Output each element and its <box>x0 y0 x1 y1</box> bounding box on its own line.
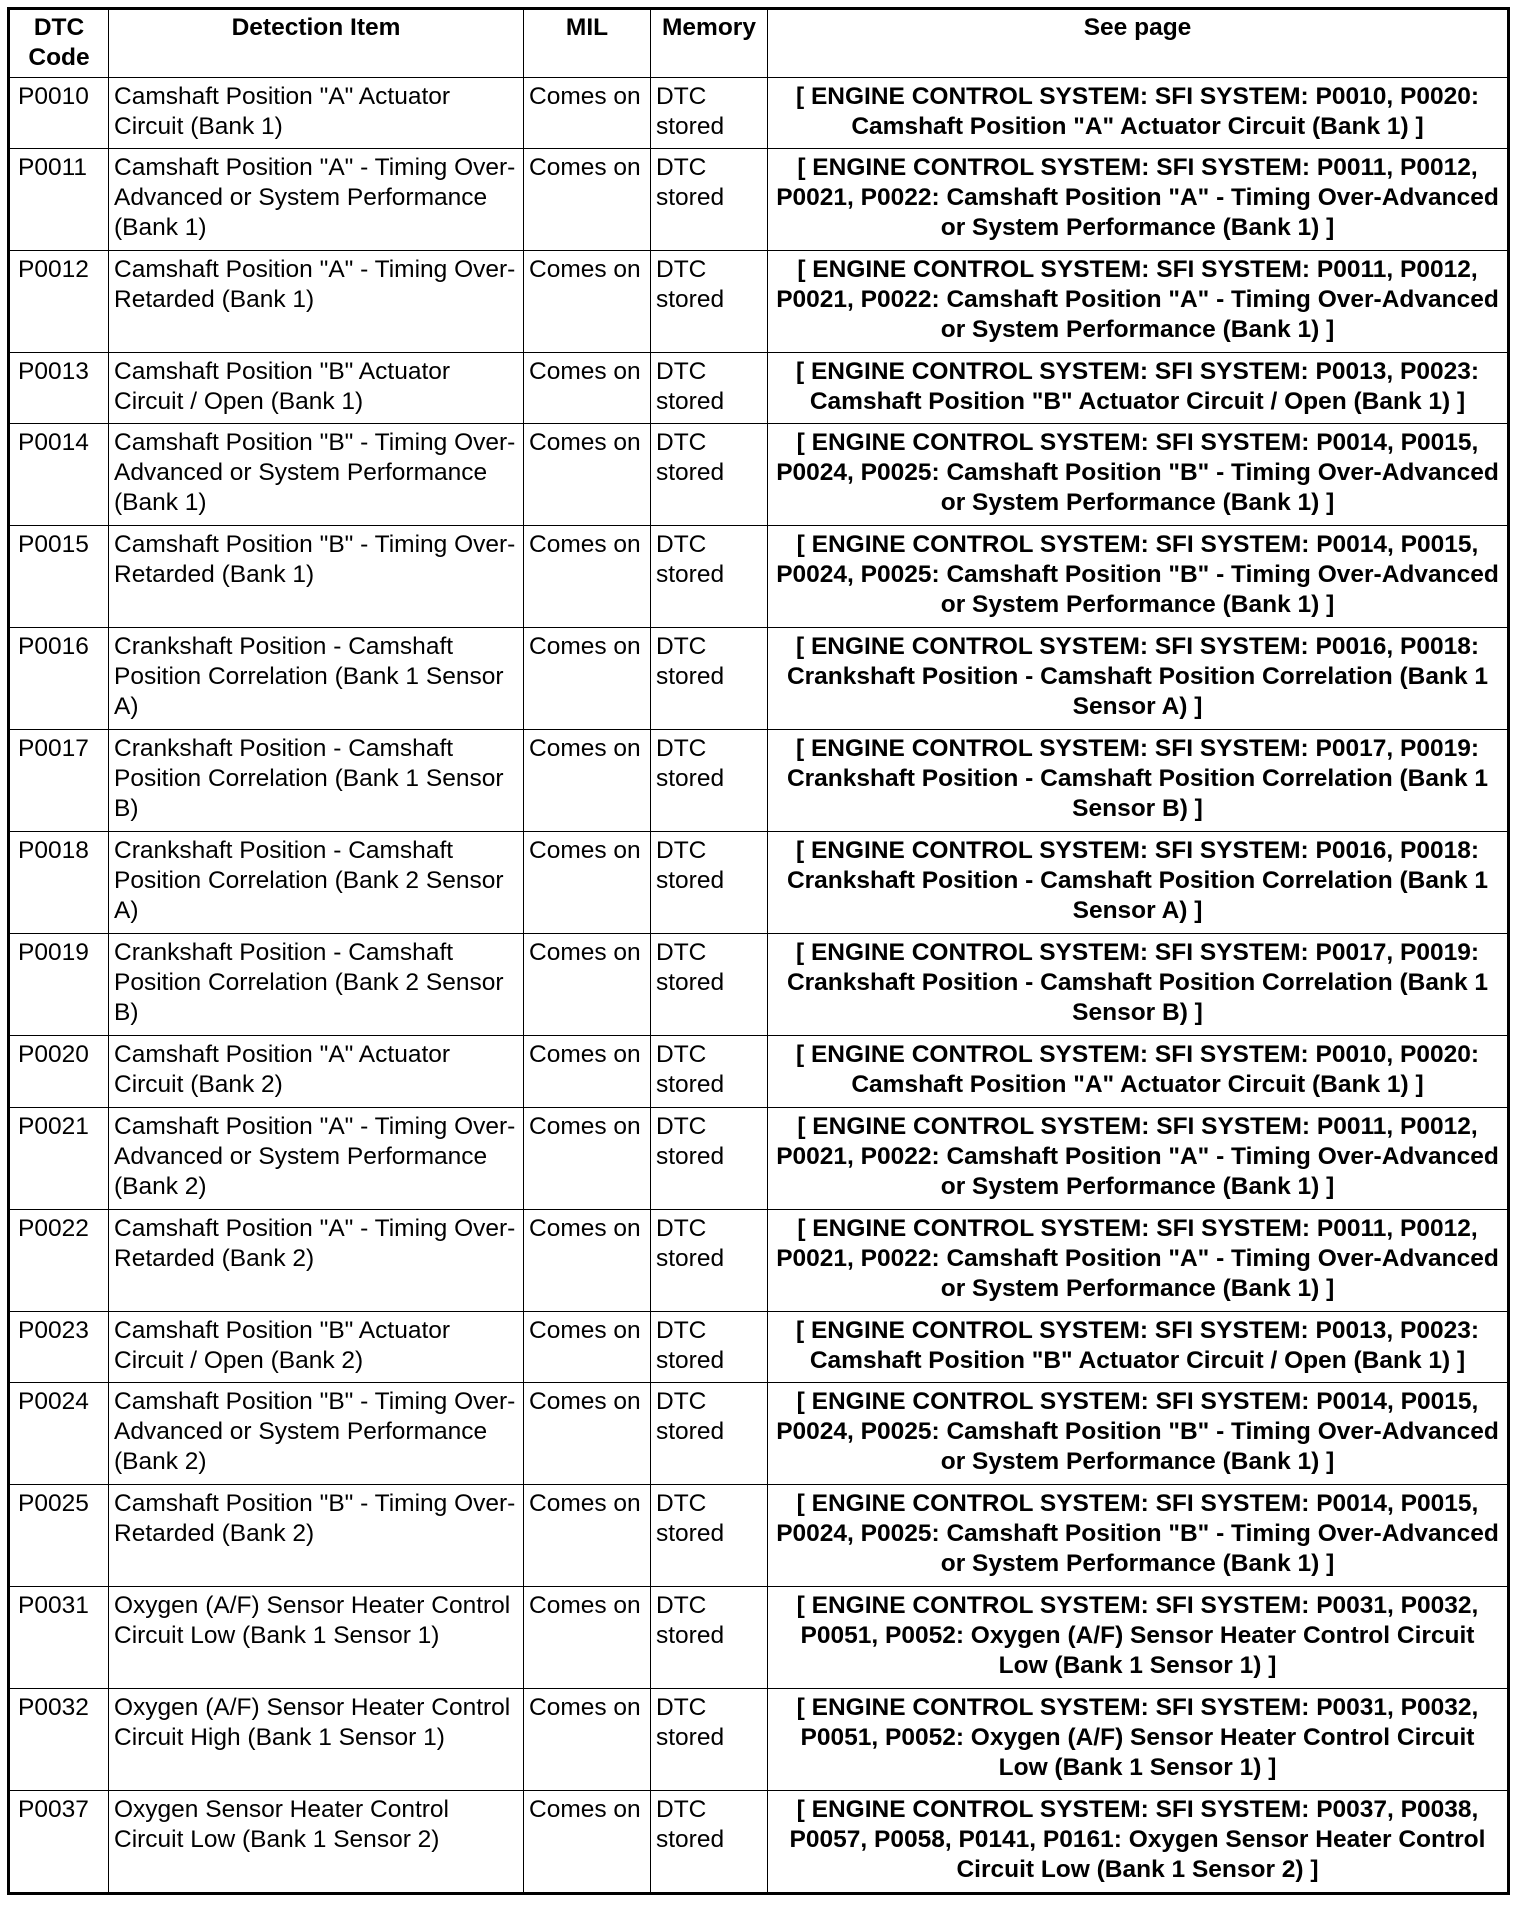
see-page-link[interactable]: [ ENGINE CONTROL SYSTEM: SFI SYSTEM: P0017, P0019: Crankshaft Position - Camshaft Position Correlation (Bank 1 Sensor B) ] <box>768 730 1509 832</box>
detection-item: Oxygen (A/F) Sensor Heater Control Circuit High (Bank 1 Sensor 1) <box>109 1688 524 1790</box>
memory-status: DTC stored <box>651 832 768 934</box>
mil-status: Comes on <box>524 251 651 353</box>
mil-status: Comes on <box>524 149 651 251</box>
detection-item: Camshaft Position "A" Actuator Circuit (Bank 1) <box>109 78 524 149</box>
mil-status: Comes on <box>524 1209 651 1311</box>
see-page-link[interactable]: [ ENGINE CONTROL SYSTEM: SFI SYSTEM: P0013, P0023: Camshaft Position "B" Actuator Circuit / Open (Bank 1) ] <box>768 1311 1509 1382</box>
table-row <box>9 1209 1509 1311</box>
dtc-code: P0018 <box>9 832 109 934</box>
dtc-code: P0015 <box>9 526 109 628</box>
table-header-row <box>9 9 1509 78</box>
dtc-code: P0012 <box>9 251 109 353</box>
see-page-link[interactable]: [ ENGINE CONTROL SYSTEM: SFI SYSTEM: P0031, P0032, P0051, P0052: Oxygen (A/F) Sensor Heater Control Circuit Low (Bank 1 Sensor 1) ] <box>768 1688 1509 1790</box>
memory-status: DTC stored <box>651 1036 768 1107</box>
table-row <box>9 251 1509 353</box>
dtc-code: P0020 <box>9 1036 109 1107</box>
see-page-link[interactable]: [ ENGINE CONTROL SYSTEM: SFI SYSTEM: P0013, P0023: Camshaft Position "B" Actuator Circuit / Open (Bank 1) ] <box>768 353 1509 424</box>
table-row <box>9 832 1509 934</box>
table-row <box>9 1688 1509 1790</box>
detection-item: Camshaft Position "A" - Timing Over-Retarded (Bank 1) <box>109 251 524 353</box>
see-page-link[interactable]: [ ENGINE CONTROL SYSTEM: SFI SYSTEM: P0014, P0015, P0024, P0025: Camshaft Position "B" - Timing Over-Advanced or System Performance (Bank 1) ] <box>768 1382 1509 1484</box>
table-row <box>9 1790 1509 1893</box>
memory-status: DTC stored <box>651 1382 768 1484</box>
mil-status: Comes on <box>524 1484 651 1586</box>
mil-status: Comes on <box>524 1586 651 1688</box>
memory-status: DTC stored <box>651 424 768 526</box>
see-page-link[interactable]: [ ENGINE CONTROL SYSTEM: SFI SYSTEM: P0011, P0012, P0021, P0022: Camshaft Position "A" - Timing Over-Advanced or System Performance (Bank 1) ] <box>768 149 1509 251</box>
dtc-table <box>7 7 1510 1895</box>
see-page-link[interactable]: [ ENGINE CONTROL SYSTEM: SFI SYSTEM: P0016, P0018: Crankshaft Position - Camshaft Position Correlation (Bank 1 Sensor A) ] <box>768 628 1509 730</box>
detection-item: Camshaft Position "A" - Timing Over-Retarded (Bank 2) <box>109 1209 524 1311</box>
see-page-link[interactable]: [ ENGINE CONTROL SYSTEM: SFI SYSTEM: P0037, P0038, P0057, P0058, P0141, P0161: Oxygen Sensor Heater Control Circuit Low (Bank 1 Sensor 2) ] <box>768 1790 1509 1893</box>
table-row <box>9 1036 1509 1107</box>
table-row <box>9 730 1509 832</box>
mil-status: Comes on <box>524 1382 651 1484</box>
see-page-link[interactable]: [ ENGINE CONTROL SYSTEM: SFI SYSTEM: P0010, P0020: Camshaft Position "A" Actuator Circuit (Bank 1) ] <box>768 1036 1509 1107</box>
mil-status: Comes on <box>524 353 651 424</box>
dtc-code: P0011 <box>9 149 109 251</box>
memory-status: DTC stored <box>651 251 768 353</box>
dtc-code: P0022 <box>9 1209 109 1311</box>
table-row <box>9 353 1509 424</box>
detection-item: Camshaft Position "B" - Timing Over-Advanced or System Performance (Bank 1) <box>109 424 524 526</box>
table-row <box>9 1311 1509 1382</box>
see-page-link[interactable]: [ ENGINE CONTROL SYSTEM: SFI SYSTEM: P0010, P0020: Camshaft Position "A" Actuator Circuit (Bank 1) ] <box>768 78 1509 149</box>
detection-item: Oxygen Sensor Heater Control Circuit Low (Bank 1 Sensor 2) <box>109 1790 524 1893</box>
memory-status: DTC stored <box>651 1311 768 1382</box>
see-page-link[interactable]: [ ENGINE CONTROL SYSTEM: SFI SYSTEM: P0014, P0015, P0024, P0025: Camshaft Position "B" - Timing Over-Advanced or System Performance (Bank 1) ] <box>768 526 1509 628</box>
mil-status: Comes on <box>524 1790 651 1893</box>
detection-item: Camshaft Position "A" Actuator Circuit (Bank 2) <box>109 1036 524 1107</box>
detection-item: Crankshaft Position - Camshaft Position Correlation (Bank 1 Sensor B) <box>109 730 524 832</box>
dtc-code: P0014 <box>9 424 109 526</box>
table-row <box>9 78 1509 149</box>
memory-status: DTC stored <box>651 353 768 424</box>
dtc-code: P0016 <box>9 628 109 730</box>
table-row <box>9 424 1509 526</box>
memory-status: DTC stored <box>651 149 768 251</box>
dtc-code: P0010 <box>9 78 109 149</box>
see-page-link[interactable]: [ ENGINE CONTROL SYSTEM: SFI SYSTEM: P0011, P0012, P0021, P0022: Camshaft Position "A" - Timing Over-Advanced or System Performance (Bank 1) ] <box>768 1209 1509 1311</box>
detection-item: Camshaft Position "B" - Timing Over-Advanced or System Performance (Bank 2) <box>109 1382 524 1484</box>
dtc-code: P0025 <box>9 1484 109 1586</box>
memory-status: DTC stored <box>651 1586 768 1688</box>
detection-item: Camshaft Position "A" - Timing Over-Advanced or System Performance (Bank 1) <box>109 149 524 251</box>
dtc-code: P0037 <box>9 1790 109 1893</box>
mil-status: Comes on <box>524 1688 651 1790</box>
memory-status: DTC stored <box>651 934 768 1036</box>
memory-status: DTC stored <box>651 526 768 628</box>
memory-status: DTC stored <box>651 730 768 832</box>
header-memory: Memory <box>651 9 768 78</box>
memory-status: DTC stored <box>651 1688 768 1790</box>
dtc-code: P0024 <box>9 1382 109 1484</box>
header-see-page: See page <box>768 9 1509 78</box>
dtc-code: P0013 <box>9 353 109 424</box>
detection-item: Camshaft Position "A" - Timing Over-Advanced or System Performance (Bank 2) <box>109 1107 524 1209</box>
dtc-code: P0019 <box>9 934 109 1036</box>
mil-status: Comes on <box>524 424 651 526</box>
table-row <box>9 1107 1509 1209</box>
see-page-link[interactable]: [ ENGINE CONTROL SYSTEM: SFI SYSTEM: P0011, P0012, P0021, P0022: Camshaft Position "A" - Timing Over-Advanced or System Performance (Bank 1) ] <box>768 1107 1509 1209</box>
see-page-link[interactable]: [ ENGINE CONTROL SYSTEM: SFI SYSTEM: P0016, P0018: Crankshaft Position - Camshaft Position Correlation (Bank 1 Sensor A) ] <box>768 832 1509 934</box>
mil-status: Comes on <box>524 1107 651 1209</box>
mil-status: Comes on <box>524 832 651 934</box>
mil-status: Comes on <box>524 1036 651 1107</box>
mil-status: Comes on <box>524 1311 651 1382</box>
detection-item: Camshaft Position "B" - Timing Over-Retarded (Bank 1) <box>109 526 524 628</box>
see-page-link[interactable]: [ ENGINE CONTROL SYSTEM: SFI SYSTEM: P0014, P0015, P0024, P0025: Camshaft Position "B" - Timing Over-Advanced or System Performance (Bank 1) ] <box>768 424 1509 526</box>
table-row <box>9 934 1509 1036</box>
memory-status: DTC stored <box>651 1107 768 1209</box>
mil-status: Comes on <box>524 526 651 628</box>
detection-item: Crankshaft Position - Camshaft Position Correlation (Bank 2 Sensor B) <box>109 934 524 1036</box>
table-row <box>9 149 1509 251</box>
memory-status: DTC stored <box>651 1484 768 1586</box>
table-row <box>9 1484 1509 1586</box>
table-row <box>9 628 1509 730</box>
mil-status: Comes on <box>524 78 651 149</box>
memory-status: DTC stored <box>651 1790 768 1893</box>
detection-item: Camshaft Position "B" Actuator Circuit / Open (Bank 1) <box>109 353 524 424</box>
table-row <box>9 1586 1509 1688</box>
header-mil: MIL <box>524 9 651 78</box>
see-page-link[interactable]: [ ENGINE CONTROL SYSTEM: SFI SYSTEM: P0014, P0015, P0024, P0025: Camshaft Position "B" - Timing Over-Advanced or System Performance (Bank 1) ] <box>768 1484 1509 1586</box>
table-row <box>9 526 1509 628</box>
mil-status: Comes on <box>524 730 651 832</box>
table-row <box>9 1382 1509 1484</box>
memory-status: DTC stored <box>651 628 768 730</box>
mil-status: Comes on <box>524 934 651 1036</box>
dtc-code: P0031 <box>9 1586 109 1688</box>
detection-item: Crankshaft Position - Camshaft Position Correlation (Bank 1 Sensor A) <box>109 628 524 730</box>
dtc-code: P0023 <box>9 1311 109 1382</box>
mil-status: Comes on <box>524 628 651 730</box>
see-page-link[interactable]: [ ENGINE CONTROL SYSTEM: SFI SYSTEM: P0011, P0012, P0021, P0022: Camshaft Position "A" - Timing Over-Advanced or System Performance (Bank 1) ] <box>768 251 1509 353</box>
dtc-code: P0032 <box>9 1688 109 1790</box>
detection-item: Camshaft Position "B" - Timing Over-Retarded (Bank 2) <box>109 1484 524 1586</box>
header-detection-item: Detection Item <box>109 9 524 78</box>
detection-item: Crankshaft Position - Camshaft Position Correlation (Bank 2 Sensor A) <box>109 832 524 934</box>
memory-status: DTC stored <box>651 1209 768 1311</box>
see-page-link[interactable]: [ ENGINE CONTROL SYSTEM: SFI SYSTEM: P0031, P0032, P0051, P0052: Oxygen (A/F) Sensor Heater Control Circuit Low (Bank 1 Sensor 1) ] <box>768 1586 1509 1688</box>
header-dtc-code: DTC Code <box>9 9 109 78</box>
dtc-code: P0021 <box>9 1107 109 1209</box>
see-page-link[interactable]: [ ENGINE CONTROL SYSTEM: SFI SYSTEM: P0017, P0019: Crankshaft Position - Camshaft Position Correlation (Bank 1 Sensor B) ] <box>768 934 1509 1036</box>
detection-item: Camshaft Position "B" Actuator Circuit / Open (Bank 2) <box>109 1311 524 1382</box>
memory-status: DTC stored <box>651 78 768 149</box>
detection-item: Oxygen (A/F) Sensor Heater Control Circuit Low (Bank 1 Sensor 1) <box>109 1586 524 1688</box>
dtc-code: P0017 <box>9 730 109 832</box>
